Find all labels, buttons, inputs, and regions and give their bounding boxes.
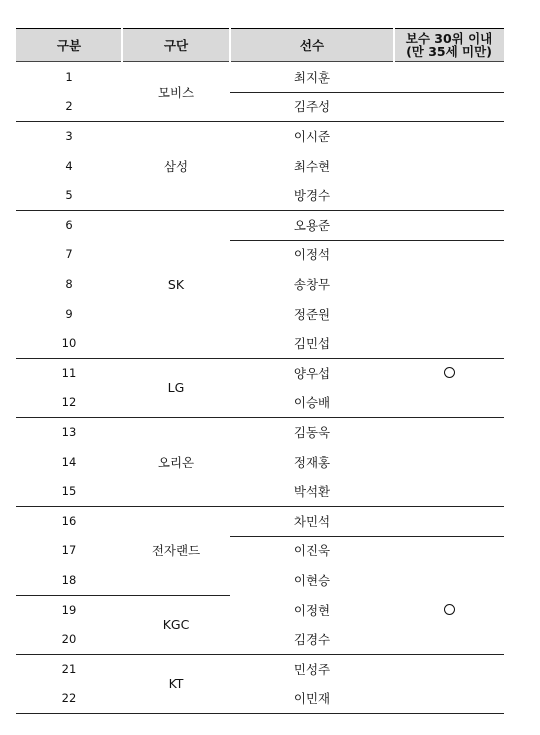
- row-rule: [230, 417, 504, 418]
- row-number: 4: [65, 158, 73, 173]
- player-name: 송창무: [293, 276, 331, 292]
- row-number: 13: [61, 424, 77, 439]
- player-name: 정준원: [293, 306, 331, 322]
- player-name: 차민석: [293, 513, 331, 529]
- circle-icon: [444, 604, 455, 615]
- player-name: 이승배: [293, 395, 331, 411]
- row-number: 5: [65, 188, 73, 203]
- row-number: 2: [65, 99, 73, 114]
- row-rule: [230, 210, 504, 211]
- row-number: 21: [61, 661, 77, 676]
- row-number: 3: [65, 128, 73, 143]
- team-name: 전자랜드: [151, 543, 201, 559]
- player-name: 김동욱: [293, 424, 331, 440]
- player-name: 방경수: [293, 188, 331, 204]
- row-rule: [230, 536, 504, 537]
- row-number: 19: [61, 602, 77, 617]
- player-name: 이현승: [293, 572, 331, 588]
- row-number: 16: [61, 513, 77, 528]
- row-rule: [230, 121, 504, 122]
- player-name: 이시준: [293, 128, 331, 144]
- row-number: 14: [61, 454, 77, 469]
- player-name: 박석환: [293, 484, 331, 500]
- header-note: [394, 28, 504, 62]
- row-number: 18: [61, 572, 77, 587]
- row-number: 20: [61, 632, 77, 647]
- row-number: 17: [61, 543, 77, 558]
- team-name: 모비스: [157, 84, 195, 100]
- player-table: [16, 28, 504, 714]
- header-divider: [229, 28, 231, 62]
- header-player: [230, 28, 394, 62]
- row-number: 11: [61, 365, 77, 380]
- player-name: 민성주: [293, 661, 331, 677]
- team-name: KGC: [162, 616, 190, 632]
- row-rule: [230, 92, 504, 93]
- player-name: 이정현: [293, 602, 331, 618]
- team-name: 삼성: [163, 158, 189, 174]
- row-number: 7: [65, 247, 73, 262]
- header-team: [122, 28, 230, 62]
- header-player-label: 선수: [299, 37, 325, 53]
- row-number: 9: [65, 306, 73, 321]
- circle-icon: [444, 367, 455, 378]
- row-number: 1: [65, 69, 73, 84]
- row-number: 22: [61, 691, 77, 706]
- row-rule: [16, 713, 504, 714]
- row-rule: [230, 358, 504, 359]
- row-rule: [230, 240, 504, 241]
- player-name: 이정석: [293, 247, 331, 263]
- player-name: 정재홍: [293, 454, 331, 470]
- player-name: 김경수: [293, 632, 331, 648]
- team-name: 오리온: [157, 454, 195, 470]
- row-number: 12: [61, 395, 77, 410]
- player-name: 이민재: [293, 691, 331, 707]
- header-divider: [393, 28, 395, 62]
- row-number: 15: [61, 484, 77, 499]
- header-note-line1: 보수 30위 이내: [405, 31, 493, 46]
- team-name: KT: [168, 676, 184, 692]
- row-number: 6: [65, 217, 73, 232]
- player-name: 김민섭: [293, 336, 331, 352]
- player-name: 양우섭: [293, 365, 331, 381]
- row-number: 8: [65, 276, 73, 291]
- player-name: 오용준: [293, 217, 331, 233]
- note-marker: [394, 595, 504, 625]
- player-name: 김주성: [293, 99, 331, 115]
- player-name: 이진욱: [293, 543, 331, 559]
- header-no-label: 구분: [56, 37, 82, 53]
- team-name: LG: [167, 380, 185, 396]
- row-rule: [230, 506, 504, 507]
- row-rule: [230, 654, 504, 655]
- header-divider: [121, 28, 123, 62]
- player-name: 최지훈: [293, 69, 331, 85]
- header-team-label: 구단: [163, 37, 189, 53]
- player-name: 최수현: [293, 158, 331, 174]
- header-no: [16, 28, 122, 62]
- team-name: SK: [167, 276, 185, 292]
- row-number: 10: [61, 336, 77, 351]
- note-marker: [394, 358, 504, 388]
- header-note-line2: (만 35세 미만): [406, 44, 492, 59]
